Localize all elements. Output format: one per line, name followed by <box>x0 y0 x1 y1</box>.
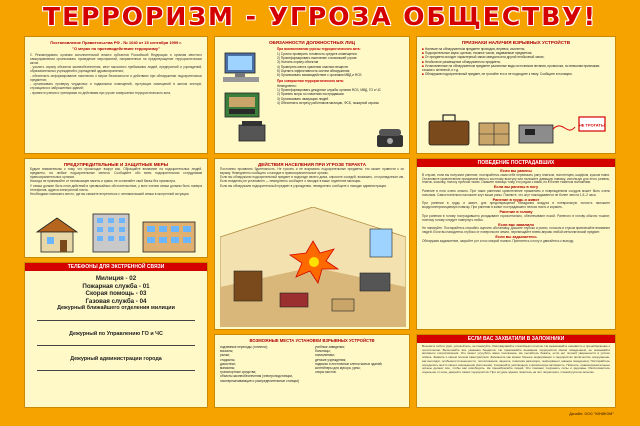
preventive-paragraph: Никогда не принимайте от незнакомцев пакеты и сумки, не оставляйте свой багаж без присмотра. <box>30 179 176 184</box>
cabinet-icon <box>234 271 262 301</box>
preventive-paragraph: Необходимо назначить место, где вы сможете встретиться с членами вашей семьи в экстренной ситуации. <box>30 192 190 197</box>
behavior-section-title: Если вы ранены <box>500 169 532 173</box>
duty-item: 1) Срочно проверить готовность средств оповещения <box>277 51 357 56</box>
behavior-section-text: При ранении в грудь и живот, для предотвращения попадания воздуха в плевральную полость наложите воздухонепроницаемую повязку. При ранении в живот пострадавшего нельзя поить и кормить. <box>422 201 610 210</box>
phone-admin: Дежурный администрации города <box>70 355 162 362</box>
duties-panel <box>214 36 410 154</box>
behavior-section-title: Если вас завалило <box>498 222 534 227</box>
decree-paragraph: - усилить охрану объектов жизнеобеспечения, мест массового пребывания людей, предприятий и учреждений, образовательных учреждений и учреждений здравоохранения; <box>30 65 202 74</box>
duty-item: 2) Проинформировать население о возникшей угрозе <box>277 56 357 61</box>
device-signs-heading: ПРИЗНАКИ НАЛИЧИЯ ВЗРЫВНЫХ УСТРОЙСТВ <box>461 40 571 45</box>
apartment-building-icon <box>93 214 129 252</box>
device-sign-item: ■ Обнаружив подозрительный предмет, не трогайте его и не подходите к нему. Сообщите в полицию. <box>422 72 573 77</box>
actions-text <box>220 168 404 189</box>
bomb-device-icon <box>519 125 575 143</box>
device-sign-item: ■ Наличие на обнаруженном предмете проводов, веревок, изоленты; <box>422 47 526 51</box>
hostage-heading: ЕСЛИ ВАС ЗАХВАТИЛИ В ЗАЛОЖНИКИ <box>417 335 615 343</box>
duties-text <box>277 48 405 105</box>
decree-heading: Постановление Правительства РФ - № 1040 от 15 сентября 1999 г. <box>50 40 182 45</box>
duties-sub2: При совершении террористического акта: <box>277 79 344 84</box>
location-item: больницы; <box>315 349 331 354</box>
decree-paragraph: - обеспечить информирование населения о мерах безопасности и действиях при обнаружении подозрительных предметов; <box>30 73 202 82</box>
behavior-heading: ПОВЕДЕНИЕ ПОСТРАДАВШИХ <box>417 159 615 167</box>
device-sign-item: ■ От предмета исходит характерный запах миндаля или другой необычный запах; <box>422 55 545 60</box>
location-item: подвалы и лестничные клетки жилых зданий; <box>315 361 383 366</box>
phone-gas: Газовая служба - 04 <box>85 297 147 305</box>
phone-ambulance: Скорая помощь - 03 <box>85 290 147 298</box>
duties-list-threat <box>277 52 405 77</box>
decree-paragraph: 2. Рекомендовать органам исполнительной власти субъектов Российской Федерации и органам местного самоуправления организовать проведение мероприятий, направленных на предотвращение террористических актов. <box>30 53 202 65</box>
hostage-panel <box>416 334 616 408</box>
phone-icon <box>375 127 405 149</box>
location-item: опоры мостов. <box>315 370 337 375</box>
behavior-section-text: При ранении в голову пострадавшего укладывают горизонтально, обеспечивают покой. Раненого в голову обычно тошнит, поэтому голову следует повернуть набок. <box>422 213 610 222</box>
behavior-section-title: Если вы задыхаетесь <box>495 234 537 239</box>
preventive-paragraph: Будьте внимательны к тому, что происходит вокруг вас. Обращайте внимание на подозрительных людей, предметы, на любые подозрительные мелочи. Сообщайте обо всем подозрительном сотрудникам правоохранительных органов. <box>30 167 202 179</box>
location-item: транспортные средства; <box>220 370 257 375</box>
location-item: стадионы; <box>220 357 236 362</box>
duties-illustrations <box>219 49 275 145</box>
tv-icon <box>360 273 390 291</box>
duties-list-act <box>277 84 405 105</box>
duty-item: 4) Проверить места хранения опасных веществ <box>277 64 348 69</box>
locations-columns <box>220 345 404 383</box>
locations-col1 <box>220 345 309 383</box>
decree-panel <box>24 36 208 154</box>
actions-paragraph: Постоянно проявлять бдительность. Не трогать и не вскрывать подозрительные предметы: это может привести к их взрыву. Немедленно сообщить о находке в правоохранительные органы. <box>220 167 404 175</box>
duty-item: 3) Организовать эвакуацию людей <box>277 96 329 101</box>
behavior-panel <box>416 158 616 330</box>
phone-nearest-police: Дежурный ближайшего отделения милиции <box>57 305 175 312</box>
poster-title: ТЕРРОРИЗМ - УГРОЗА ОБЩЕСТВУ! <box>43 2 597 31</box>
window-icon <box>370 229 392 257</box>
phone-blank-line <box>37 313 195 321</box>
location-item: контейнеры для мусора, урны; <box>315 366 361 371</box>
warning-sign-text: НЕ ТРОГАТЬ! <box>578 122 606 128</box>
locations-col2 <box>315 345 404 383</box>
preventive-paragraph: У семьи должен быть план действий в чрезвычайных обстоятельствах, у всех членов семьи должны быть номера телефонов, адреса электронной почты. <box>30 183 202 192</box>
sofa-icon <box>280 293 308 307</box>
actions-paragraph: Если вы обнаружили подозрительный предмет в подъезде своего дома, опросите соседей, возможно, он принадлежит им. Если владелец не установлен — немедленно сообщите о находке в ваше отделение милиции. <box>220 175 404 184</box>
phones-list <box>25 271 207 371</box>
phone-blank-line <box>37 363 195 371</box>
actions-paragraph: Если вы обнаружили подозрительный предмет в учреждении, немедленно сообщите о находке администрации. <box>220 183 387 188</box>
duty-item: 4) Обеспечить встречу работников милиции, ФСБ, пожарной охраны <box>277 100 379 105</box>
preventive-text <box>30 168 202 197</box>
locations-heading: ВОЗМОЖНЫЕ МЕСТА УСТАНОВКИ ВЗРЫВНЫХ УСТРОЙСТВ <box>249 338 375 343</box>
computer-icon <box>219 49 275 145</box>
behavior-section-text: Ранение в ноги очень опасно. При таких ранениях кровотечение прижатием и повреждением сосудов может быть очень сильным. Самостоятельно наложите жгут выше раны. Помните, что жгут накладывается не более чем на 1,5–2 часа. <box>422 188 610 197</box>
location-item: рынки; <box>220 353 230 358</box>
behavior-section-text: Обнаружив задымление, закройте рот и нос мокрой тканью. Пригнитесь к полу и двигайтесь к выходу. <box>422 238 574 243</box>
behavior-section-title: Если вы ранены в ногу <box>493 185 539 190</box>
house-icon <box>37 218 77 252</box>
device-sign-item: ■ Установленные на обнаруженном предмете различные виды источников питания, проволока, по внешним признакам схожая с антенной, и т.д. <box>422 63 600 73</box>
behavior-section-text: Не паникуйте. Постарайтесь спокойно оценить обстановку. Дышите глубоко и ровно, голосом и стуком привлекайте внимание людей. Если вы находитесь глубоко от поверхности земли, перемещайте влево-вправо любой металлический предмет. <box>422 226 610 235</box>
location-item: учебные заведения; <box>315 345 345 349</box>
behavior-section-title: Ранение в голову <box>499 210 533 215</box>
location-item: вокзалы; <box>220 349 234 354</box>
location-item: подземные переходы (тоннели); <box>220 345 268 349</box>
warning-sign-icon <box>579 117 605 131</box>
phone-police: Милиция - 02 <box>95 275 137 282</box>
phones-heading: ТЕЛЕФОНЫ ДЛЯ ЭКСТРЕННОЙ СВЯЗИ <box>25 263 207 271</box>
device-signs-panel <box>416 36 616 154</box>
decree-paragraph: - организовать проверку чердачных и подвальных помещений, пустующих помещений в жилом секторе, строящихся и заброшенных зданий; <box>30 82 202 91</box>
preventive-panel <box>24 158 208 258</box>
actions-heading: ДЕЙСТВИЯ НАСЕЛЕНИЯ ПРИ УГРОЗЕ ТЕРАКТА <box>257 162 367 167</box>
phones-panel <box>24 262 208 408</box>
duty-item: Немедленно: <box>277 84 297 89</box>
duty-item: 3) Усилить охрану объектов <box>277 60 319 65</box>
suitcase-icon <box>429 115 469 145</box>
location-item: магазины; <box>220 366 235 371</box>
buildings-illustration <box>31 210 203 254</box>
duties-sub1: При возникновении угрозы террористического акта: <box>277 47 361 51</box>
device-sign-item: ■ Подозрительные звуки, щелчки, тиканье часов, издаваемые предметом; <box>422 51 533 56</box>
duty-item: 6) Организовать взаимодействие с органами МВД и ФСБ <box>277 72 362 77</box>
behavior-sections <box>422 169 610 243</box>
behavior-section-text: В случае, если вы получили ранение, постарайтесь сами себе перевязать рану платком, полотенцем, шарфом, куском ткани. Остановите кровотечение прижатием вены к костному выступу или наложите давящую повязку, используя для этого ремень, платок, косынку, полосу прочной ткани. Окажите помощь тому, кто рядом с вами, но в более тяжелом положении. <box>422 172 610 185</box>
location-item: дискотеки; <box>220 361 236 366</box>
device-sign-item: ■ Необычное размещение обнаруженного предмета; <box>422 59 501 64</box>
table-icon <box>332 299 354 311</box>
preventive-heading: ПРЕДУПРЕДИТЕЛЬНЫЕ И ЗАЩИТНЫЕ МЕРЫ <box>63 162 169 167</box>
actions-panel <box>214 158 410 330</box>
publisher-note: Дизайн: ООО "ЮНИКОМ" <box>569 412 614 416</box>
behavior-section-title: Ранение в грудь и живот <box>492 197 540 202</box>
duty-item: 1) Проинформировать дежурные службы органов ФСБ, МВД, ГО и ЧС <box>277 88 381 93</box>
hostage-text: Возьмите себя в руки, успокойтесь, не паникуйте. Разговаривайте спокойным голосом. Не выказывайте ненависть и пренебрежение к похитителям. Выполняйте все указания бандитов. Не привлекайте внимания террористов своим поведением, не оказывайте активного сопротивления. Это может усугубить ваше положение. Не пытайтесь бежать, если нет полной уверенности в успехе побега. Заявите о своем плохом самочувствии. Запомните как можно больше информации о террористах (количество, вооружение, как выглядят, особенности внешности, телосложения, акцента, тематика разговора, темперамент, манера поведения). Постарайтесь определить место своего нахождения (заточения). Сохраняйте умственную и физическую активность. Помните, правоохранительные органы делают все, чтобы вас освободить. Не пренебрегайте пищей. Это поможет сохранить силы и здоровье. Расположитесь подальше от окон, дверей и самих террористов. При штурме здания ложитесь на пол лицом вниз, сложив руки на затылке. <box>422 344 610 374</box>
decree-paragraph: - провести учения и тренировки по действиям при угрозе совершения террористического акта. <box>30 90 171 95</box>
duties-heading: ОБЯЗАННОСТИ ДОЛЖНОСТНЫХ ЛИЦ <box>268 40 356 45</box>
location-item: объекты жизнеобеспечения (электроподстанции, газоперекачивающие и распределительные станции) <box>220 374 300 383</box>
decree-text <box>30 54 202 95</box>
location-item: детские учреждения; <box>315 357 347 362</box>
phone-gochs: Дежурный по Управлению ГО и ЧС <box>69 330 163 337</box>
device-signs-list <box>422 47 610 76</box>
duty-item: 2) Принять меры по спасению пострадавших <box>277 92 344 97</box>
locations-panel <box>214 334 410 408</box>
suspicious-items-illustration <box>425 109 607 149</box>
duty-item: 5) Оценить эффективность систем обнаружения <box>277 68 350 73</box>
phone-fire: Пожарная служба - 01 <box>82 282 150 290</box>
phone-blank-line <box>37 338 195 346</box>
room-scene-icon <box>220 207 406 327</box>
decree-subheading: "О мерах по противодействию терроризму" <box>72 46 160 51</box>
package-icon <box>479 123 509 145</box>
building-icon <box>143 222 195 252</box>
location-item: поликлиники; <box>315 353 335 358</box>
